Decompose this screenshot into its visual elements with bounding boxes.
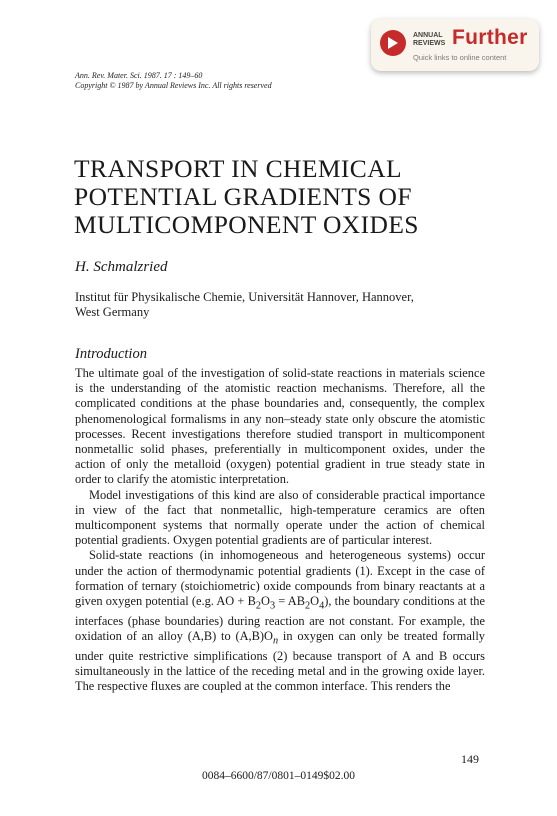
citation-line: Ann. Rev. Mater. Sci. 1987. 17 : 149–60 [75, 71, 203, 80]
copyright-line: Copyright © 1987 by Annual Reviews Inc. All rights reserved [75, 81, 272, 90]
footer-code: 0084–6600/87/0801–0149$02.00 [201, 770, 355, 782]
page-number: 149 [461, 752, 479, 766]
body-text [75, 366, 485, 694]
annual-reviews-logo: ANNUAL REVIEWS [413, 32, 446, 47]
paragraph-2: Model investigations of this kind are also of considerable practical importance in view of the fact that nonmetallic, high-temperature ceramics are often multicomponent systems that normally operate under the action of chemical potential gradients. Oxygen potential gradients are of particular interest. [75, 487, 485, 548]
paragraph-1: The ultimate goal of the investigation of solid-state reactions in materials science is the understanding of the atomistic reaction mechanisms. Therefore, all the complicated conditions at the phase boundaries and, consequently, the complex phenomenological formalisms in any non–steady state only obscure the atomistic processes. Recent investigations therefore studied transport in multicomponent nonmetallic solid phases, preferentially in multicomponent oxides, under the action of only the metalloid (oxygen) potential gradient in true steady state in order to clarify the atomistic interpretation. [75, 366, 485, 487]
further-subtitle: Quick links to online content [413, 53, 507, 62]
author-name: H. Schmalzried [75, 259, 168, 275]
journal-header [75, 71, 272, 91]
play-arrow-icon [380, 30, 406, 56]
section-heading: Introduction [75, 346, 147, 362]
paragraph-3: Solid-state reactions (in inhomogeneous and heterogeneous systems) occur under the action of thermodynamic potential gradients (1). Except in the case of formation of ternary (stoichiometric) oxide compounds from binary reactants at a given oxygen potential (e.g. AO + $B_2O_3 = AB_2O_4$), the boundary conditions at the interfaces (phase boundaries) during reaction are not constant. For example, the oxidation of an alloy (A,B) to $(A,B)O_n$ in oxygen can only be treated formally under quite restrictive simplifications (2) because transport of A and B occurs simultaneously in the lattice of the receding metal and in the growing oxide layer. The respective fluxes are coupled at the common interface. This renders the [75, 548, 485, 693]
further-badge[interactable] [371, 19, 539, 71]
paper-title: TRANSPORT IN CHEMICAL POTENTIAL GRADIENTS OF MULTICOMPONENT OXIDES [74, 154, 419, 239]
further-label: Further [452, 26, 528, 49]
affiliation: Institut für Physikalische Chemie, Universität Hannover, Hannover, West Germany [75, 290, 414, 319]
